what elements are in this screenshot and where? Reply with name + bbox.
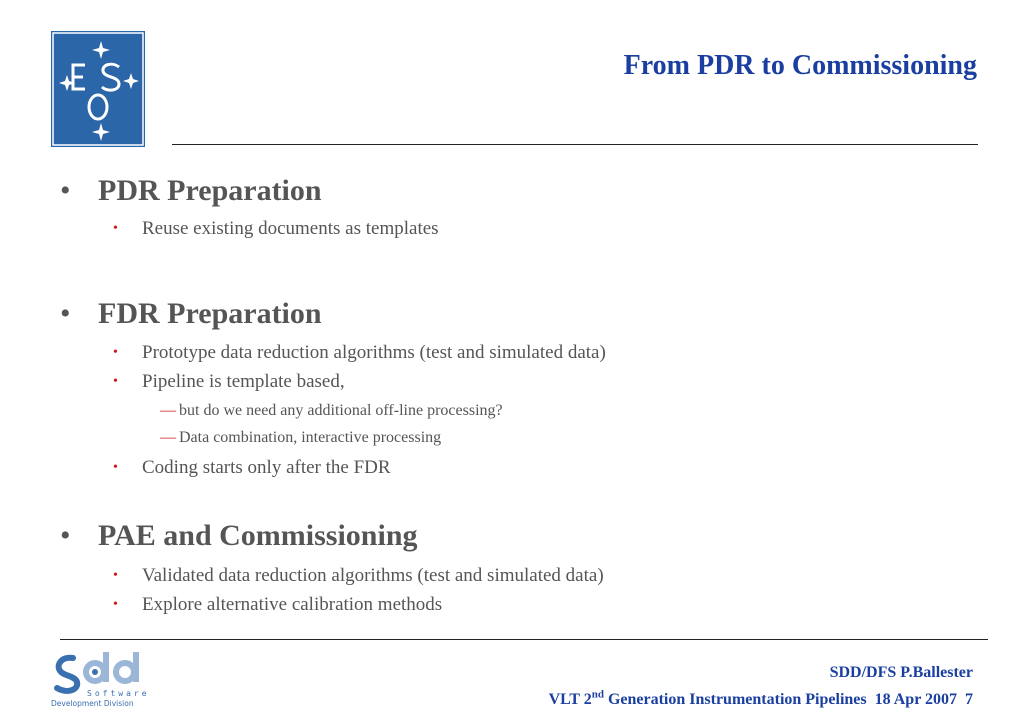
section-heading-text: PAE and Commissioning xyxy=(98,519,418,552)
footer-event xyxy=(549,686,973,713)
list-item-text: Prototype data reduction algorithms (test and simulated data) xyxy=(142,342,606,363)
list-item xyxy=(113,457,391,479)
bullet-icon: • xyxy=(60,297,71,330)
bullet-icon: • xyxy=(113,460,118,475)
footer-event-suffix: Generation Instrumentation Pipelines 18 Apr 2007 7 xyxy=(603,691,973,708)
bullet-icon: • xyxy=(60,174,71,207)
list-item-text: Reuse existing documents as templates xyxy=(142,218,439,239)
bullet-icon: • xyxy=(113,345,118,360)
bullet-icon: • xyxy=(113,597,118,612)
dash-icon: — xyxy=(160,402,176,419)
list-item-text: Coding starts only after the FDR xyxy=(142,457,391,478)
section-heading xyxy=(60,297,322,331)
eso-logo xyxy=(51,31,145,147)
svg-text:Development Division: Development Division xyxy=(51,699,134,708)
slide-title: From PDR to Commissioning xyxy=(623,50,977,81)
list-item-text: Validated data reduction algorithms (test and simulated data) xyxy=(142,565,604,586)
bullet-icon: • xyxy=(113,374,118,389)
sub-list-item xyxy=(160,429,441,447)
footer-event-sup: nd xyxy=(591,688,604,701)
list-item xyxy=(113,371,345,393)
list-item xyxy=(113,218,439,240)
footer-event-prefix: VLT 2 xyxy=(548,691,592,708)
sub-list-item xyxy=(160,402,503,420)
list-item xyxy=(113,565,604,587)
list-item-text: Pipeline is template based, xyxy=(142,371,345,392)
section-heading xyxy=(60,519,418,553)
footer-divider xyxy=(60,639,988,640)
section-heading xyxy=(60,174,322,208)
sdd-logo xyxy=(51,650,161,708)
svg-text:Software: Software xyxy=(87,689,150,698)
list-item xyxy=(113,342,606,364)
footer-author: SDD/DFS P.Ballester xyxy=(829,664,973,681)
sub-list-item-text: Data combination, interactive processing xyxy=(179,429,442,446)
section-heading-text: FDR Preparation xyxy=(98,297,322,330)
footer xyxy=(549,659,973,713)
bullet-icon: • xyxy=(60,519,71,552)
bullet-icon: • xyxy=(113,568,118,583)
title-divider xyxy=(172,144,978,145)
dash-icon: — xyxy=(160,429,176,446)
sub-list-item-text: but do we need any additional off-line processing? xyxy=(179,402,503,419)
list-item xyxy=(113,594,442,616)
bullet-icon: • xyxy=(113,221,118,236)
list-item-text: Explore alternative calibration methods xyxy=(142,594,443,615)
section-heading-text: PDR Preparation xyxy=(98,174,322,207)
